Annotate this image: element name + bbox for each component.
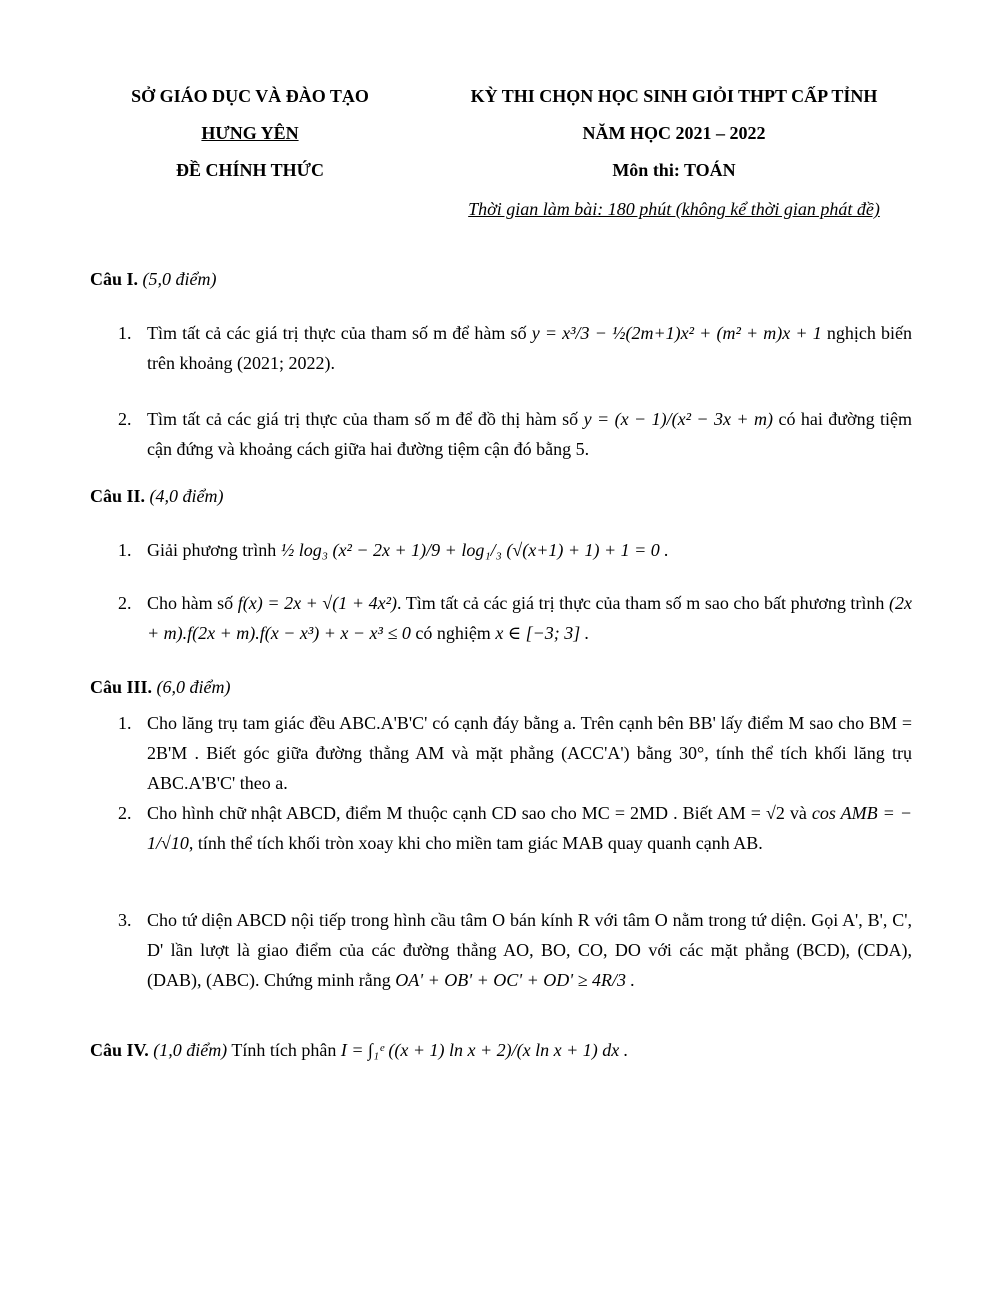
section-4 bbox=[90, 1035, 910, 1065]
section-3-label: Câu III. bbox=[90, 677, 153, 697]
item-number: 2. bbox=[118, 803, 132, 823]
section-1-item-2 bbox=[118, 404, 912, 464]
formula: y = x³/3 − ½(2m+1)x² + (m² + m)x + 1 bbox=[531, 323, 822, 343]
section-2-title bbox=[90, 481, 910, 511]
official-label: ĐỀ CHÍNH THỨC bbox=[175, 160, 325, 180]
section-1-item-1 bbox=[118, 318, 912, 378]
item-text: Cho hình chữ nhật ABCD, điểm M thuộc cạnh CD sao cho MC = 2MD . Biết AM = √2 và bbox=[147, 803, 807, 823]
section-3-item-1 bbox=[118, 708, 912, 798]
section-2-item-2 bbox=[118, 588, 912, 648]
province-name: HƯNG YÊN bbox=[201, 123, 299, 143]
exam-title: KỲ THI CHỌN HỌC SINH GIỎI THPT CẤP TỈNH bbox=[470, 86, 878, 106]
item-number: 3. bbox=[118, 910, 132, 930]
item-text: Cho tứ diện ABCD nội tiếp trong hình cầu tâm O bán kính R với tâm O nằm trong tứ diện. Gọi A', B', C', D' lần lượt là giao điểm của các đường thẳng AO, BO, CO, DO với các mặt phẳng (BCD), (CDA), (DAB), (ABC). Chứng minh rằng bbox=[147, 910, 912, 990]
item-text: Tìm tất cả các giá trị thực của tham số m để đồ thị hàm số bbox=[147, 409, 579, 429]
section-1-label: Câu I. bbox=[90, 269, 139, 289]
header-right bbox=[430, 78, 918, 229]
formula: f(x) = 2x + √(1 + 4x²) bbox=[237, 593, 397, 613]
item-text: . Tìm tất cả các giá trị thực của tham số m sao cho bất phương trình bbox=[396, 593, 885, 613]
formula: (2x + m).f(2x + m).f(x − x³) + x − x³ ≤ 0 bbox=[147, 593, 913, 643]
item-number: 1. bbox=[118, 713, 132, 733]
item-number: 2. bbox=[118, 409, 132, 429]
formula: cos AMB = − 1/√10 bbox=[147, 803, 913, 853]
item-text: có hai đường tiệm cận đứng và khoảng cách giữa hai đường tiệm cận đó bằng 5. bbox=[147, 409, 913, 459]
item-text: Giải phương trình bbox=[147, 540, 277, 560]
item-text: Cho hàm số bbox=[147, 593, 234, 613]
section-3-item-2 bbox=[118, 798, 912, 858]
section-4-label: Câu IV. bbox=[90, 1040, 149, 1060]
department-name: SỞ GIÁO DỤC VÀ ĐÀO TẠO bbox=[131, 86, 369, 106]
item-text: Tính tích phân bbox=[231, 1040, 337, 1060]
formula: I = ∫₁ᵉ ((x + 1) ln x + 2)/(x ln x + 1) dx . bbox=[340, 1040, 629, 1060]
section-3-item-3 bbox=[118, 905, 912, 995]
formula: y = (x − 1)/(x² − 3x + m) bbox=[583, 409, 774, 429]
section-2-points: (4,0 điểm) bbox=[149, 486, 224, 506]
item-text: nghịch biến trên khoảng bbox=[147, 323, 913, 373]
item-number: 1. bbox=[118, 540, 132, 560]
formula: x ∈ [−3; 3] . bbox=[495, 623, 590, 643]
exam-duration: Thời gian làm bài: 180 phút (không kể thời gian phát đề) bbox=[468, 199, 880, 219]
section-4-points: (1,0 điểm) bbox=[153, 1040, 228, 1060]
header-left bbox=[90, 78, 410, 189]
item-number: 2. bbox=[118, 593, 132, 613]
section-3-title bbox=[90, 672, 910, 702]
section-1-title bbox=[90, 264, 910, 294]
item-text: Tìm tất cả các giá trị thực của tham số m để hàm số bbox=[147, 323, 527, 343]
item-number: 1. bbox=[118, 323, 132, 343]
formula: OA' + OB' + OC' + OD' ≥ 4R/3 . bbox=[395, 970, 635, 990]
formula: (2021; 2022). bbox=[236, 353, 335, 373]
item-text: , tính thể tích khối tròn xoay khi cho miền tam giác MAB quay quanh cạnh AB. bbox=[188, 833, 763, 853]
section-3-points: (6,0 điểm) bbox=[156, 677, 231, 697]
subject: Môn thi: TOÁN bbox=[612, 160, 736, 180]
section-2-item-1 bbox=[118, 535, 912, 565]
item-text: Cho lăng trụ tam giác đều ABC.A'B'C' có cạnh đáy bằng a. Trên cạnh bên BB' lấy điểm M sao cho BM = 2B'M . Biết góc giữa đường thẳng AM và mặt phẳng (ACC'A') bằng 30°, tính thể tích khối lăng trụ ABC.A'B'C' theo a. bbox=[147, 713, 912, 793]
school-year: NĂM HỌC 2021 – 2022 bbox=[582, 123, 766, 143]
section-2-label: Câu II. bbox=[90, 486, 146, 506]
section-1-points: (5,0 điểm) bbox=[142, 269, 217, 289]
item-text: có nghiệm bbox=[415, 623, 491, 643]
formula: ½ log₃ (x² − 2x + 1)/9 + log₁/₃ (√(x+1) + 1) + 1 = 0 . bbox=[280, 540, 669, 560]
